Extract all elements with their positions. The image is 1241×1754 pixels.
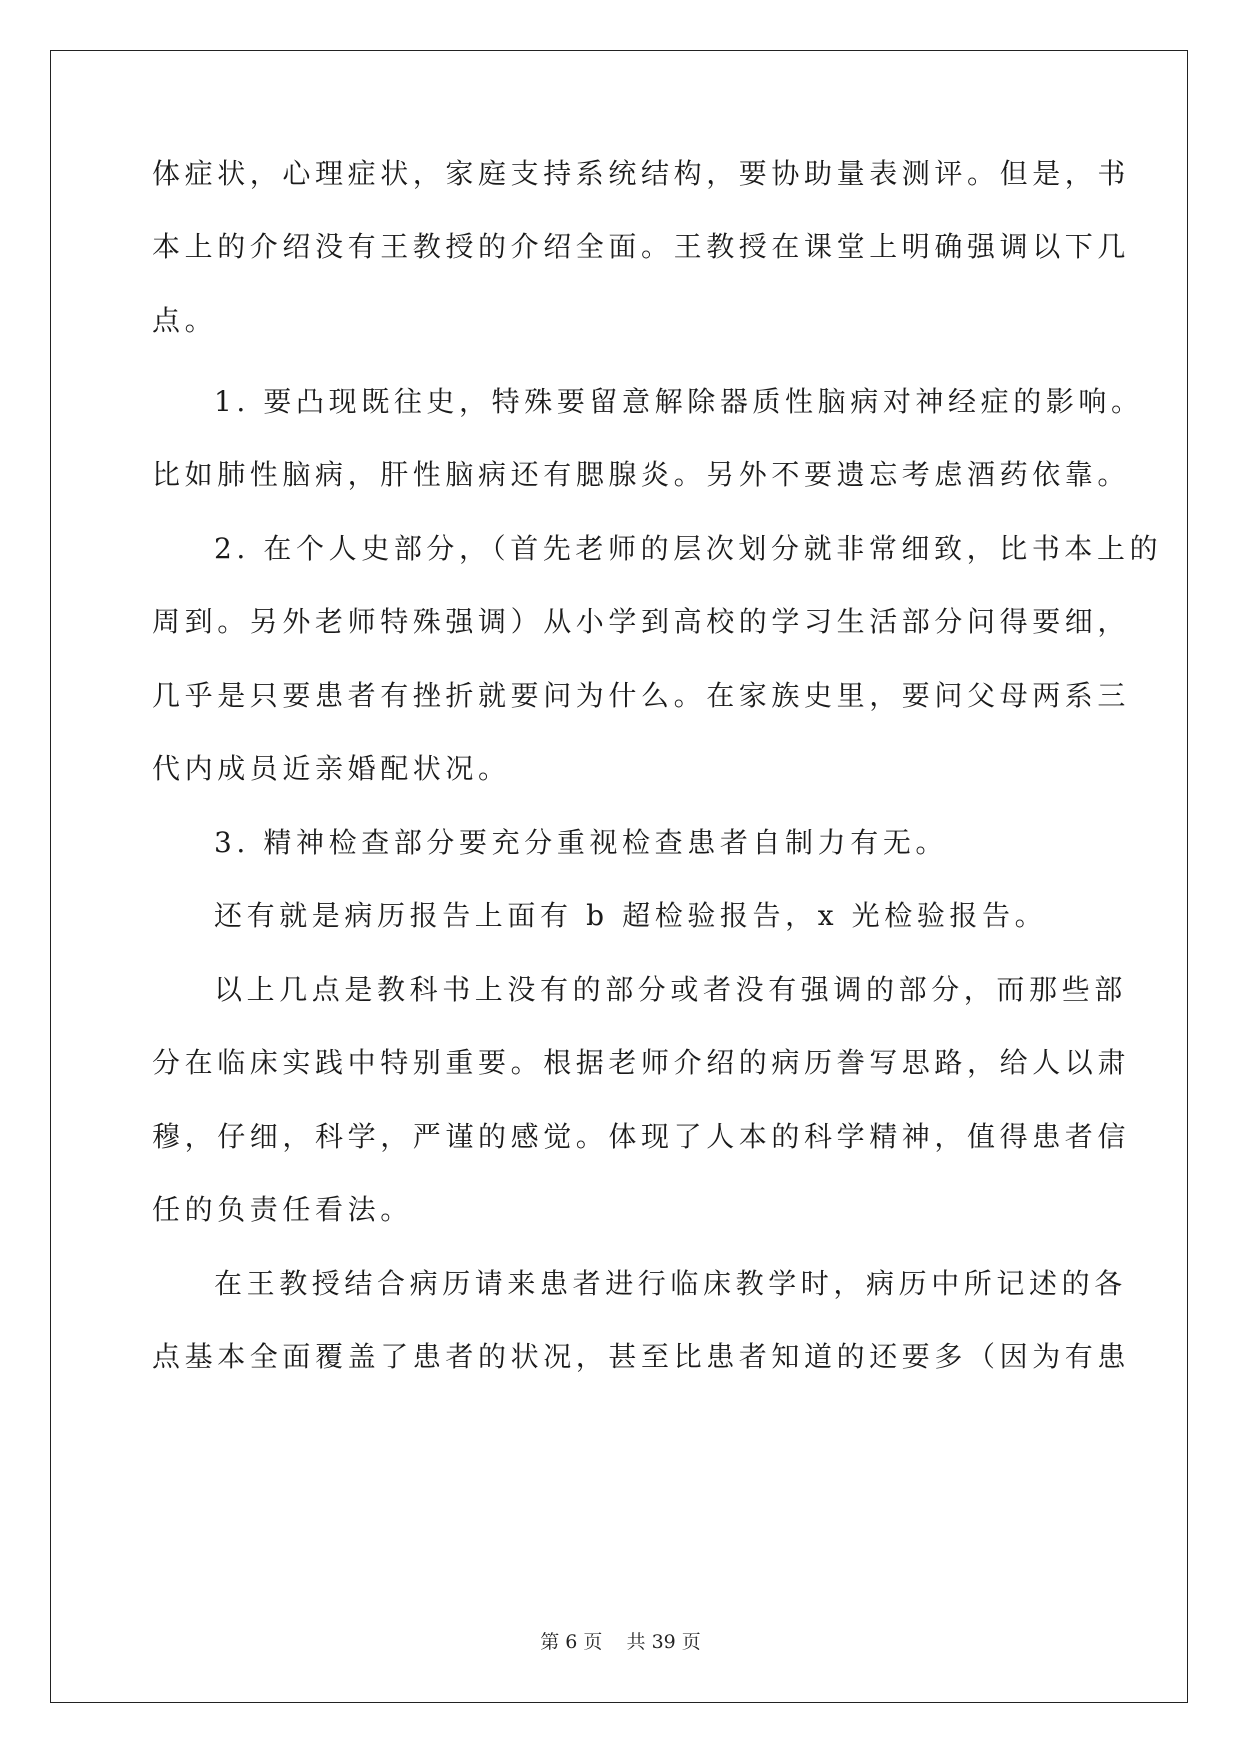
text-line: 穆，仔细，科学，严谨的感觉。体现了人本的科学精神，值得患者信 (152, 1120, 1131, 1153)
text-line: 3. 精神检查部分要充分重视检查患者自制力有无。 (214, 826, 949, 859)
text-line: 体症状，心理症状，家庭支持系统结构，要协助量表测评。但是，书 (152, 157, 1131, 190)
text-line: 分在临床实践中特别重要。根据老师介绍的病历誊写思路，给人以肃 (152, 1046, 1131, 1079)
text-line: 以上几点是教科书上没有的部分或者没有强调的部分，而那些部 (214, 973, 1127, 1006)
text-line: 在王教授结合病历请来患者进行临床教学时，病历中所记述的各 (214, 1267, 1127, 1300)
text-line: 点。 (152, 304, 218, 337)
text-line: 2. 在个人史部分，（首先老师的层次划分就非常细致，比书本上的 (214, 532, 1163, 565)
text-line: 还有就是病历报告上面有 b 超检验报告，x 光检验报告。 (214, 899, 1048, 932)
page-border (50, 50, 1188, 1703)
text-line: 本上的介绍没有王教授的介绍全面。王教授在课堂上明确强调以下几 (152, 230, 1131, 263)
text-line: 代内成员近亲婚配状况。 (152, 752, 511, 785)
text-line: 任的负责任看法。 (152, 1193, 413, 1226)
text-line: 几乎是只要患者有挫折就要问为什么。在家族史里，要问父母两系三 (152, 679, 1131, 712)
text-line: 1. 要凸现既往史，特殊要留意解除器质性脑病对神经症的影响。 (214, 385, 1144, 418)
text-line: 周到。另外老师特殊强调）从小学到高校的学习生活部分问得要细， (152, 605, 1131, 638)
page-number-footer: 第 6 页 共 39 页 (540, 1631, 701, 1653)
text-line: 点基本全面覆盖了患者的状况，甚至比患者知道的还要多（因为有患 (152, 1340, 1131, 1373)
text-line: 比如肺性脑病，肝性脑病还有腮腺炎。另外不要遗忘考虑酒药依靠。 (152, 458, 1131, 491)
